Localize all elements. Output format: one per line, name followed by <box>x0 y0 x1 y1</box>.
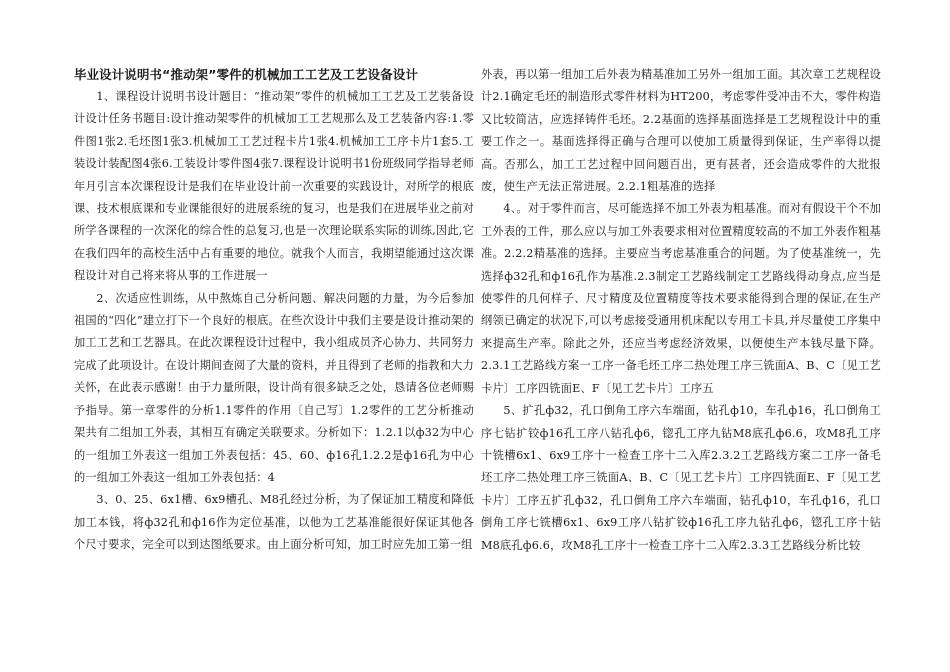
paragraph-3: 3、0、25、6x1槽、6x9槽孔、M8孔经过分析，为了保证加工精度和降低加工本钱，将ф32孔和ф16作为定位基准，以他为工艺基准能很好保证其他各个尺寸要求，完全可以到达图纸要求。由上面分析可知，加工时应先加工第一组 <box>74 493 474 552</box>
right-column <box>481 64 881 557</box>
paragraph-2: 2、次适应性训练，从中熬炼自己分析问题、解决问题的力量，为今后参加祖国的“四化”建立打下一个良好的根底。在些次设计中我们主要是设计推动架的加工工艺和工艺器具。在此次课程设计过程中，我小组成员齐心协力、共同努力完成了此项设计。在设计期间查阅了大量的资料，并且得到了老师的指教和大力关怀，在此表示感谢！由于力量所限，设计尚有很多缺乏之处，恳请各位老师赐予指导。第一章零件的分析1.1零件的作用〔自己写〕1.2零件的工艺分析推动架共有二组加工外表，其相互有确定关联要求。分析如下：1.2.1以ф32为中心的一组加工外表这一组加工外表包括：45、60、ф16孔1.2.2是ф16孔为中心的一组加工外表这一组加工外表包括：4 <box>74 291 474 484</box>
paragraph-1: 1、课程设计说明书设计题目：“推动架”零件的机械加工工艺及工艺装备设计设计任务书题目:设计推动架零件的机械加工工艺规那么及工艺装备内容:1.零件图1张2.毛坯图1张3.机械加工工艺过程卡片1张4.机械加工工序卡片1套5.工装设计装配图4张6.工装设计零件图4张7.课程设计说明书1份班级同学指导老师年月引言本次课程设计是我们在毕业设计前一次重要的实践设计，对所学的根底课、技术根底课和专业课能很好的进展系统的复习，也是我们在进展毕业之前对所学各课程的一次深化的综合性的总复习,也是一次理论联系实际的训练,因此,它在我们四年的高校生活中占有重要的地位。就我个人而言，我期望能通过这次课程设计对自己将来将从事的工作进展一 <box>74 90 474 283</box>
document-title: 毕业设计说明书“推动架”零件的机械加工工艺及工艺设备设计 <box>74 67 419 82</box>
paragraph-5: 5、扩孔ф32，孔口倒角工序六车端面，钻孔ф10，车孔ф16，孔口倒角工序七钻扩铰ф16孔工序八钻孔ф6，锪孔工序九钻M8底孔ф6.6，攻M8孔工序十铣槽6x1、6x9工序十一检查工序十二入库2.3.2工艺路线方案二工序一备毛坯工序二热处理工序三铣面A、B、C〔见工艺卡片〕工序四铣面E、F〔见工艺卡片〕工序五扩孔ф32，孔口倒角工序六车端面，钻孔ф10，车孔ф16，孔口倒角工序七铣槽6x1、6x9工序八钻扩铰ф16孔工序九钻孔ф6，锪孔工序十钻M8底孔ф6.6，攻M8孔工序十一检查工序十二入库2.3.3工艺路线分析比较 <box>481 404 881 552</box>
paragraph-4: 4、。对于零件而言，尽可能选择不加工外表为粗基准。而对有假设干个不加工外表的工件，那么应以与加工外表要求相对位置精度较高的不加工外表作粗基准。2.2.2精基准的选择。主要应当考虑基准重合的问题。为了使基准统一，先选择ф32孔和ф16孔作为基准.2.3制定工艺路线制定工艺路线得动身点,应当是使零件的几何样子、尺寸精度及位置精度等技术要求能得到合理的保证,在生产纲领已确定的状况下,可以考虑接受通用机床配以专用工卡具,并尽量使工序集中来提高生产率。除此之外，还应当考虑经济效果，以便使生产本钱尽量下降。2.3.1工艺路线方案一工序一备毛坯工序二热处理工序三铣面A、B、C〔见工艺卡片〕工序四铣面E、F〔见工艺卡片〕工序五 <box>481 202 881 395</box>
paragraph-3-continued: 外表，再以第一组加工后外表为精基准加工另外一组加工面。其次章工艺规程设计2.1确定毛坯的制造形式零件材料为HT200，考虑零件受冲击不大，零件构造又比较简洁，应选择铸件毛坯。2.2基面的选择基面选择是工艺规程设计中的重要工作之一。基面选择得正确与合理可以使加工质量得到保证，生产率得以提高。否那么，加工工艺过程中回问题百出，更有甚者，还会造成零件的大批报废，使生产无法正常进展。2.2.1粗基准的选择 <box>481 68 881 194</box>
left-column <box>74 64 474 557</box>
